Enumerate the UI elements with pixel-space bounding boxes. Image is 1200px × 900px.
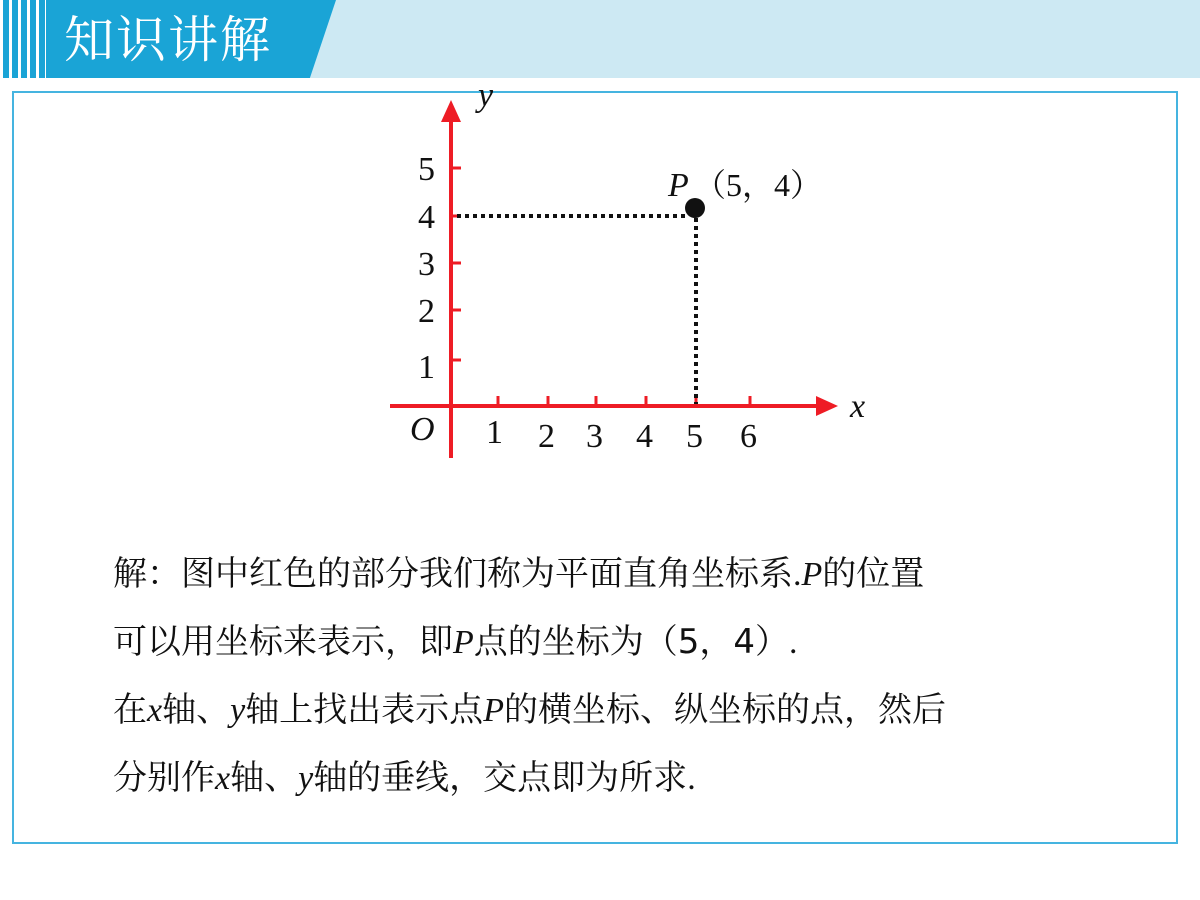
y-axis-tick-label-3: 3 [418, 246, 435, 283]
explanation-text-segment: 轴的垂线，交点即为所求 [313, 758, 688, 798]
explanation-text-segment: 可以用坐标来表示，即 [113, 622, 453, 662]
period: . [687, 760, 696, 797]
x-axis-tick-label-5: 5 [686, 418, 703, 455]
y-axis-tick-label-2: 2 [418, 293, 435, 330]
x-axis-tick-label-2: 2 [538, 418, 555, 455]
explanation-line-1 [113, 540, 1113, 608]
explanation-text-segment: 的横坐标、纵坐标的点，然后 [503, 690, 946, 730]
explanation-text [113, 540, 1113, 812]
x-axis-tick-label-3: 3 [586, 418, 603, 455]
variable-p: P [483, 692, 504, 729]
y-axis-tick-label-1: 1 [418, 349, 435, 386]
explanation-text-segment: 点的坐标为（5，4） [473, 622, 790, 662]
y-axis-tick-label-4: 4 [418, 199, 435, 236]
origin-label: O [410, 411, 435, 448]
x-axis-tick-label-1: 1 [486, 414, 503, 451]
explanation-line-3 [113, 676, 1113, 744]
variable-p: P [453, 624, 474, 661]
explanation-text-segment: 轴、 [162, 690, 231, 730]
x-axis-tick-label-4: 4 [636, 418, 653, 455]
page-title: 知识讲解 [64, 11, 272, 69]
explanation-text-segment: 分别作 [113, 758, 215, 798]
explanation-text-segment: 的位置 [822, 554, 925, 594]
variable-x: x [215, 760, 231, 797]
x-axis-label: x [850, 388, 866, 425]
x-axis-arrow [816, 396, 838, 416]
y-axis-label: y [478, 77, 494, 114]
explanation-text-segment: 解：图中红色的部分我们称为平面直角坐标系 [113, 554, 793, 594]
variable-x: x [147, 692, 163, 729]
point-p-name: P [668, 167, 689, 204]
y-axis-tick-label-5: 5 [418, 151, 435, 188]
explanation-text-segment: 轴、 [230, 758, 299, 798]
variable-p: P [801, 556, 823, 593]
explanation-text-segment: 轴上找出表示点 [245, 690, 484, 730]
x-axis-tick-label-6: 6 [740, 418, 757, 455]
period: . [793, 556, 802, 593]
explanation-line-2 [113, 608, 1113, 676]
y-axis-arrow [441, 100, 461, 122]
explanation-line-4 [113, 744, 1113, 812]
variable-y: y [298, 760, 314, 797]
explanation-text-segment: 在 [113, 690, 147, 730]
period: . [789, 624, 798, 661]
variable-y: y [230, 692, 246, 729]
point-p-coordinates: （5，4） [694, 167, 823, 203]
